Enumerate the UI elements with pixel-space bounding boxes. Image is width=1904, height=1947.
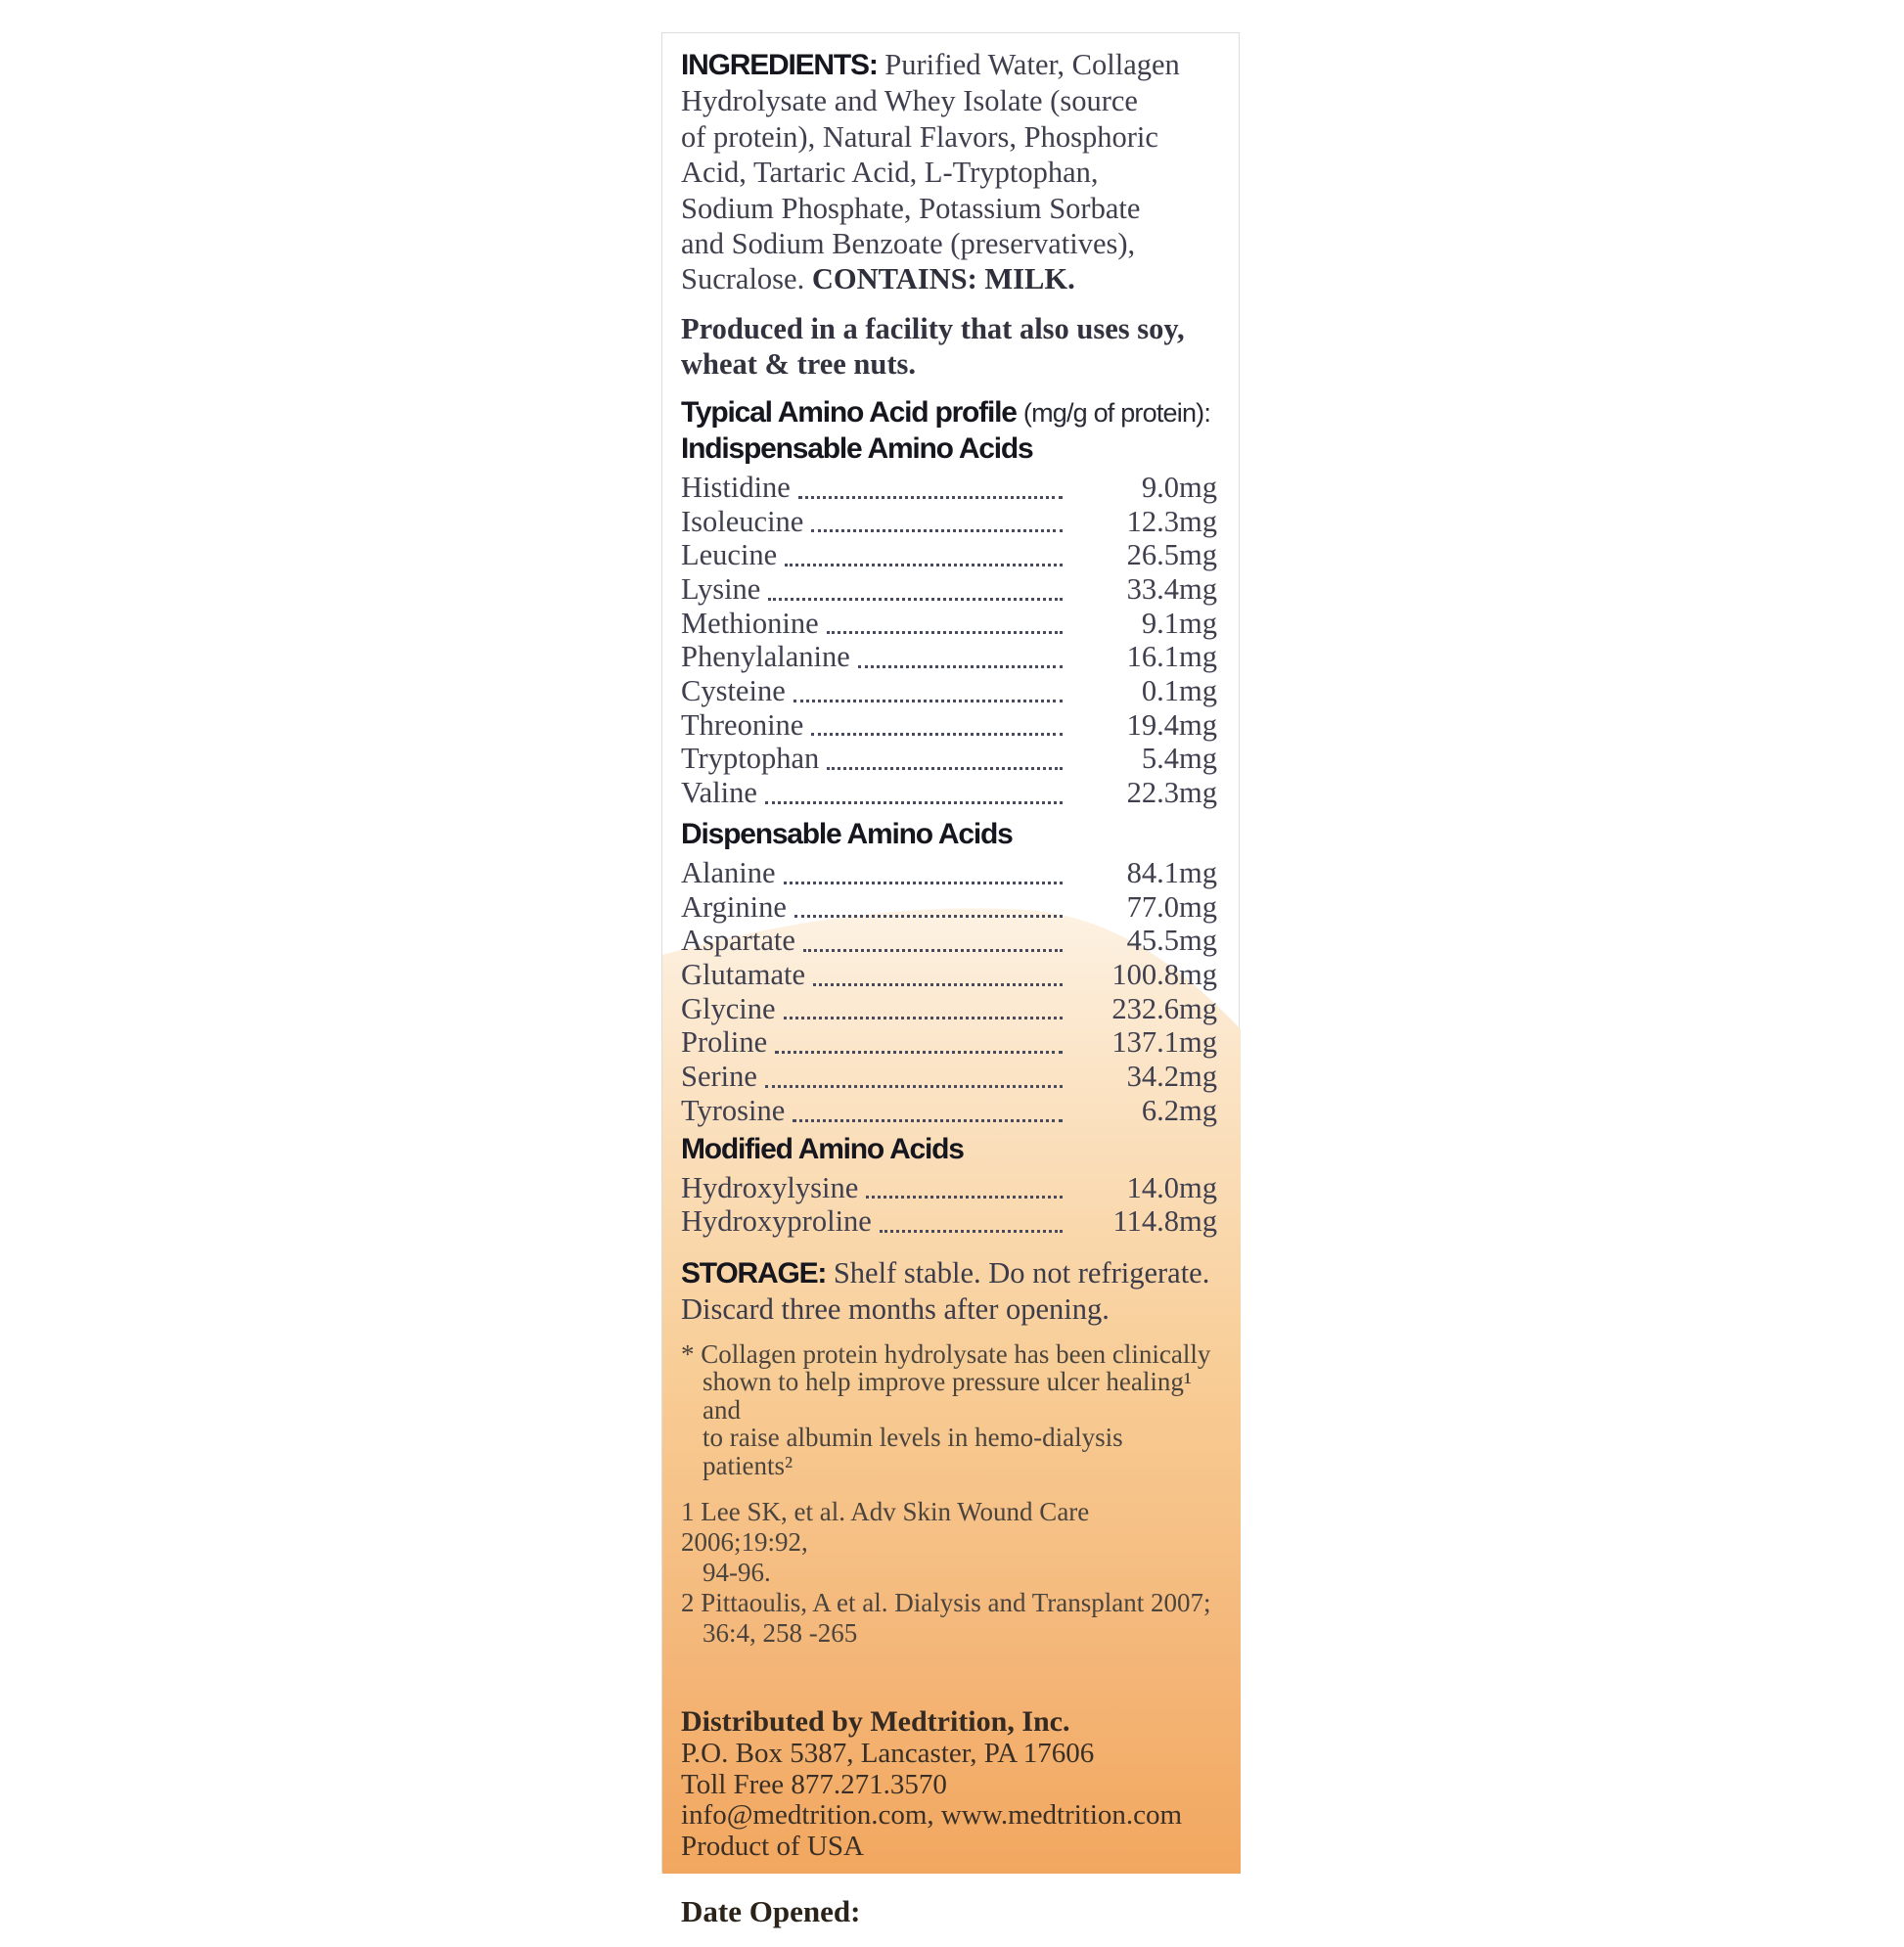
dot-leader xyxy=(765,1085,1063,1088)
dot-leader xyxy=(765,801,1063,804)
storage-heading: STORAGE: xyxy=(681,1256,827,1290)
amino-value: 137.1mg xyxy=(1111,1025,1217,1060)
dot-leader xyxy=(813,983,1063,986)
amino-value: 6.2mg xyxy=(1141,1093,1217,1127)
ingredients-heading: INGREDIENTS: xyxy=(681,49,878,81)
dot-leader xyxy=(827,631,1063,634)
amino-row xyxy=(681,776,1217,810)
ingredients-line: Acid, Tartaric Acid, L-Tryptophan, xyxy=(681,156,1099,190)
reference-line: 2 Pittaoulis, A et al. Dialysis and Transplant 2007; xyxy=(681,1588,1211,1618)
amino-name: Phenylalanine xyxy=(681,640,850,674)
amino-row xyxy=(681,674,1217,708)
footnote-line: * Collagen protein hydrolysate has been clinically xyxy=(681,1338,1211,1369)
amino-value: 9.1mg xyxy=(1141,606,1217,640)
footnote-line: to raise albumin levels in hemo-dialysis patients² xyxy=(703,1423,1123,1480)
ingredients-line: INGREDIENTS: Purified Water, Collagen xyxy=(681,48,1180,81)
amino-name: Arginine xyxy=(681,889,787,924)
amino-row xyxy=(681,924,1217,958)
reference-line: 36:4, 258 -265 xyxy=(703,1618,858,1649)
contains-statement: CONTAINS: MILK. xyxy=(811,262,1075,296)
label-content xyxy=(662,33,1239,1947)
storage-line xyxy=(681,1255,1217,1291)
amino-name: Methionine xyxy=(681,606,819,640)
distributor-section xyxy=(681,1705,1217,1862)
reference-line: 94-96. xyxy=(703,1558,771,1588)
amino-row xyxy=(681,640,1217,674)
dot-leader xyxy=(798,496,1063,499)
dot-leader xyxy=(811,529,1063,532)
allergen-notice-line: Produced in a facility that also uses soy, xyxy=(681,311,1185,345)
date-opened-field[interactable] xyxy=(874,1877,1217,1947)
amino-group-heading: Dispensable Amino Acids xyxy=(681,817,1013,850)
allergen-notice xyxy=(681,311,1217,382)
distributor-lines-line: Toll Free 877.271.3570 xyxy=(681,1768,947,1800)
amino-value: 77.0mg xyxy=(1126,889,1217,924)
amino-value: 0.1mg xyxy=(1141,674,1217,708)
amino-acid-groups xyxy=(681,430,1217,1239)
ingredients-section xyxy=(681,47,1217,297)
amino-name: Hydroxyproline xyxy=(681,1204,872,1239)
amino-row xyxy=(681,505,1217,539)
amino-name: Tryptophan xyxy=(681,742,820,776)
amino-row xyxy=(681,1060,1217,1094)
amino-group xyxy=(681,430,1217,810)
amino-row xyxy=(681,538,1217,572)
distributor-lines xyxy=(681,1739,1217,1862)
amino-name: Valine xyxy=(681,776,757,810)
ingredients-line: Sodium Phosphate, Potassium Sorbate xyxy=(681,191,1141,225)
distributor-lines-line: P.O. Box 5387, Lancaster, PA 17606 xyxy=(681,1738,1095,1770)
amino-value: 84.1mg xyxy=(1126,855,1217,889)
amino-row xyxy=(681,1025,1217,1060)
amino-row xyxy=(681,890,1217,925)
dot-leader xyxy=(793,1119,1063,1122)
storage-text-1: Shelf stable. Do not refrigerate. xyxy=(833,1255,1210,1290)
amino-name: Serine xyxy=(681,1060,757,1094)
amino-name: Tyrosine xyxy=(681,1093,786,1127)
amino-name: Cysteine xyxy=(681,674,786,708)
clinical-footnote xyxy=(681,1340,1217,1480)
amino-value: 16.1mg xyxy=(1126,640,1217,674)
dot-leader xyxy=(858,665,1063,668)
amino-name: Glycine xyxy=(681,991,776,1025)
references-section xyxy=(681,1497,1217,1649)
amino-group-heading: Indispensable Amino Acids xyxy=(681,431,1033,465)
ingredients-line: Hydrolysate and Whey Isolate (source xyxy=(681,84,1138,118)
amino-row xyxy=(681,572,1217,607)
distributor-lines-line: info@medtrition.com, www.medtrition.com xyxy=(681,1799,1183,1832)
date-opened-row xyxy=(681,1877,1217,1947)
amino-value: 5.4mg xyxy=(1141,742,1217,776)
amino-group xyxy=(681,1131,1217,1239)
footnote-line: shown to help improve pressure ulcer healing¹ and xyxy=(703,1367,1192,1425)
amino-name: Proline xyxy=(681,1025,768,1060)
ingredients-line: and Sodium Benzoate (preservatives), xyxy=(681,227,1136,261)
dot-leader xyxy=(793,700,1063,702)
amino-name: Aspartate xyxy=(681,924,795,958)
amino-row xyxy=(681,1171,1217,1205)
amino-row xyxy=(681,992,1217,1026)
dot-leader xyxy=(775,1051,1063,1054)
ingredients-line: of protein), Natural Flavors, Phosphoric xyxy=(681,119,1158,154)
amino-value: 22.3mg xyxy=(1126,776,1217,810)
dot-leader xyxy=(768,598,1063,601)
amino-rows xyxy=(681,856,1217,1128)
amino-row xyxy=(681,856,1217,890)
allergen-notice-line: wheat & tree nuts. xyxy=(681,346,917,381)
amino-value: 14.0mg xyxy=(1126,1170,1217,1204)
amino-rows xyxy=(681,471,1217,810)
date-opened-label: Date Opened: xyxy=(681,1894,861,1929)
amino-value: 45.5mg xyxy=(1126,924,1217,958)
amino-rows xyxy=(681,1171,1217,1239)
dot-leader xyxy=(866,1196,1063,1199)
amino-value: 12.3mg xyxy=(1126,504,1217,538)
distributor-lines-line: Product of USA xyxy=(681,1830,864,1862)
amino-value: 19.4mg xyxy=(1126,707,1217,742)
amino-name: Histidine xyxy=(681,470,791,504)
amino-name: Threonine xyxy=(681,707,804,742)
amino-row xyxy=(681,742,1217,776)
amino-value: 26.5mg xyxy=(1126,538,1217,572)
dot-leader xyxy=(785,564,1063,566)
reference-line: 1 Lee SK, et al. Adv Skin Wound Care 2006;19:92, xyxy=(681,1497,1090,1558)
amino-value: 9.0mg xyxy=(1141,470,1217,504)
amino-profile-title-text: Typical Amino Acid profile xyxy=(681,395,1017,429)
amino-name: Lysine xyxy=(681,571,761,606)
amino-profile-title-suffix: (mg/g of protein): xyxy=(1022,397,1211,428)
amino-row xyxy=(681,607,1217,641)
amino-name: Leucine xyxy=(681,538,778,572)
dot-leader xyxy=(784,882,1063,884)
amino-row xyxy=(681,471,1217,505)
amino-value: 33.4mg xyxy=(1126,571,1217,606)
amino-value: 100.8mg xyxy=(1111,957,1217,991)
amino-profile-title xyxy=(681,395,1217,430)
dot-leader xyxy=(827,767,1063,770)
amino-row xyxy=(681,958,1217,992)
distributor-title: Distributed by Medtrition, Inc. xyxy=(681,1705,1070,1739)
dot-leader xyxy=(794,915,1063,918)
amino-name: Alanine xyxy=(681,855,776,889)
storage-section xyxy=(681,1255,1217,1328)
amino-value: 232.6mg xyxy=(1111,991,1217,1025)
amino-name: Hydroxylysine xyxy=(681,1170,859,1204)
amino-group-heading: Modified Amino Acids xyxy=(681,1132,964,1165)
amino-name: Isoleucine xyxy=(681,504,804,538)
dot-leader xyxy=(811,733,1063,736)
amino-value: 34.2mg xyxy=(1126,1060,1217,1094)
dot-leader xyxy=(784,1017,1063,1019)
ingredients-line: Sucralose. CONTAINS: MILK. xyxy=(681,262,1075,296)
dot-leader xyxy=(803,949,1063,952)
amino-value: 114.8mg xyxy=(1112,1204,1217,1239)
amino-group xyxy=(681,816,1217,1128)
amino-row xyxy=(681,1204,1217,1239)
label-panel xyxy=(661,32,1240,1929)
amino-row xyxy=(681,708,1217,743)
storage-text-2: Discard three months after opening. xyxy=(681,1291,1110,1326)
amino-name: Glutamate xyxy=(681,957,806,991)
amino-row xyxy=(681,1094,1217,1128)
dot-leader xyxy=(880,1230,1063,1233)
